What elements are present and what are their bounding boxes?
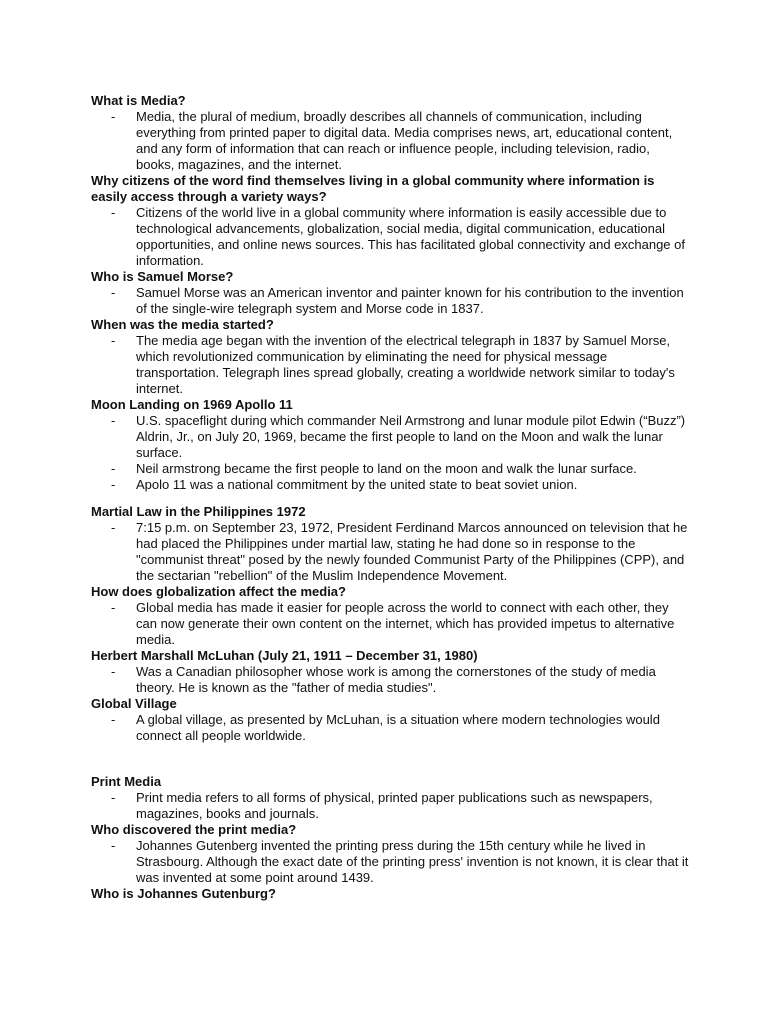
list-item-text: Apolo 11 was a national commitment by the united state to beat soviet union. [136,477,578,492]
list-item-text: Print media refers to all forms of physical, printed paper publications such as newspapers, magazines, books and journals. [136,790,653,821]
list-item-text: 7:15 p.m. on September 23, 1972, President Ferdinand Marcos announced on television that he had placed the Philippines under martial law, stating he had done so in response to the "communist threat" posed by the newly founded Communist Party of the Philippines (CPP), and the sectarian "rebellion" of the Muslim Independence Movement. [136,520,688,583]
dash-bullet: - [111,712,116,727]
section-heading: Who is Johannes Gutenburg? [91,886,276,901]
bullet-list [91,520,691,584]
dash-bullet: - [111,461,116,476]
list-item [91,461,691,477]
section-heading: When was the media started? [91,317,274,332]
section-globalization [91,584,691,648]
section-heading: Herbert Marshall McLuhan (July 21, 1911 – December 31, 1980) [91,648,478,663]
dash-bullet: - [111,477,116,492]
bullet-list [91,413,691,493]
section-heading: What is Media? [91,93,186,108]
section-samuel-morse [91,269,691,317]
bullet-list [91,205,691,269]
bullet-list [91,600,691,648]
list-item-text: The media age began with the invention of the electrical telegraph in 1837 by Samuel Morse, which revolutionized communication by eliminating the need for physical message transportation. Telegraph lines spread globally, creating a worldwide network similar to today's internet. [136,333,675,396]
section-mcluhan [91,648,691,696]
document-page [91,93,691,902]
section-heading: Martial Law in the Philippines 1972 [91,504,306,519]
section-global-village [91,696,691,744]
list-item-text: Citizens of the world live in a global community where information is easily accessible due to technological advancements, globalization, social media, digital communication, educational opportunities, and online news sources. This has facilitated global connectivity and exchange of information. [136,205,685,268]
bullet-list [91,790,691,822]
list-item-text: Johannes Gutenberg invented the printing press during the 15th century while he lived in Strasbourg. Although the exact date of the printing press' invention is not known, it is clear that it was invented at some point around 1439. [136,838,689,885]
dash-bullet: - [111,600,116,615]
list-item [91,285,691,317]
section-moon-landing [91,397,691,493]
section-print-media [91,774,691,822]
bullet-list [91,712,691,744]
bullet-list [91,838,691,886]
blank-line [91,493,691,504]
list-item [91,664,691,696]
section-heading: Why citizens of the word find themselves living in a global community where information is easily access through a variety ways? [91,173,655,204]
list-item [91,333,691,397]
list-item-text: Samuel Morse was an American inventor and painter known for his contribution to the invention of the single-wire telegraph system and Morse code in 1837. [136,285,684,316]
list-item-text: U.S. spaceflight during which commander Neil Armstrong and lunar module pilot Edwin (“Buzz”) Aldrin, Jr., on July 20, 1969, became the first people to land on the Moon and walk the lunar surface. [136,413,686,460]
list-item-text: Neil armstrong became the first people to land on the moon and walk the lunar surface. [136,461,637,476]
bullet-list [91,333,691,397]
dash-bullet: - [111,285,116,300]
section-heading: Who is Samuel Morse? [91,269,234,284]
list-item [91,838,691,886]
section-print-discovery [91,822,691,886]
bullet-list [91,285,691,317]
list-item [91,600,691,648]
list-item [91,712,691,744]
dash-bullet: - [111,790,116,805]
list-item-text: Was a Canadian philosopher whose work is among the cornerstones of the study of media theory. He is known as the "father of media studies". [136,664,656,695]
section-heading: Who discovered the print media? [91,822,297,837]
dash-bullet: - [111,413,116,428]
section-martial-law [91,504,691,584]
list-item [91,477,691,493]
list-item-text: Global media has made it easier for people across the world to connect with each other, they can now generate their own content on the internet, which has provided impetus to alternative media. [136,600,675,647]
list-item [91,520,691,584]
blank-line [91,744,691,774]
list-item-text: A global village, as presented by McLuhan, is a situation where modern technologies would connect all people worldwide. [136,712,660,743]
list-item-text: Media, the plural of medium, broadly describes all channels of communication, including everything from printed paper to digital data. Media comprises news, art, educational content, and any form of information that can reach or influence people, including television, radio, books, magazines, and the internet. [136,109,673,172]
dash-bullet: - [111,520,116,535]
bullet-list [91,664,691,696]
section-heading: Global Village [91,696,177,711]
section-gutenburg [91,886,691,902]
dash-bullet: - [111,205,116,220]
section-global-community [91,173,691,269]
section-media-started [91,317,691,397]
bullet-list [91,109,691,173]
list-item [91,790,691,822]
section-heading: Moon Landing on 1969 Apollo 11 [91,397,293,412]
dash-bullet: - [111,333,116,348]
dash-bullet: - [111,838,116,853]
list-item [91,205,691,269]
list-item [91,109,691,173]
section-heading: Print Media [91,774,162,789]
list-item [91,413,691,461]
section-what-is-media [91,93,691,173]
dash-bullet: - [111,109,116,124]
section-heading: How does globalization affect the media? [91,584,346,599]
dash-bullet: - [111,664,116,679]
